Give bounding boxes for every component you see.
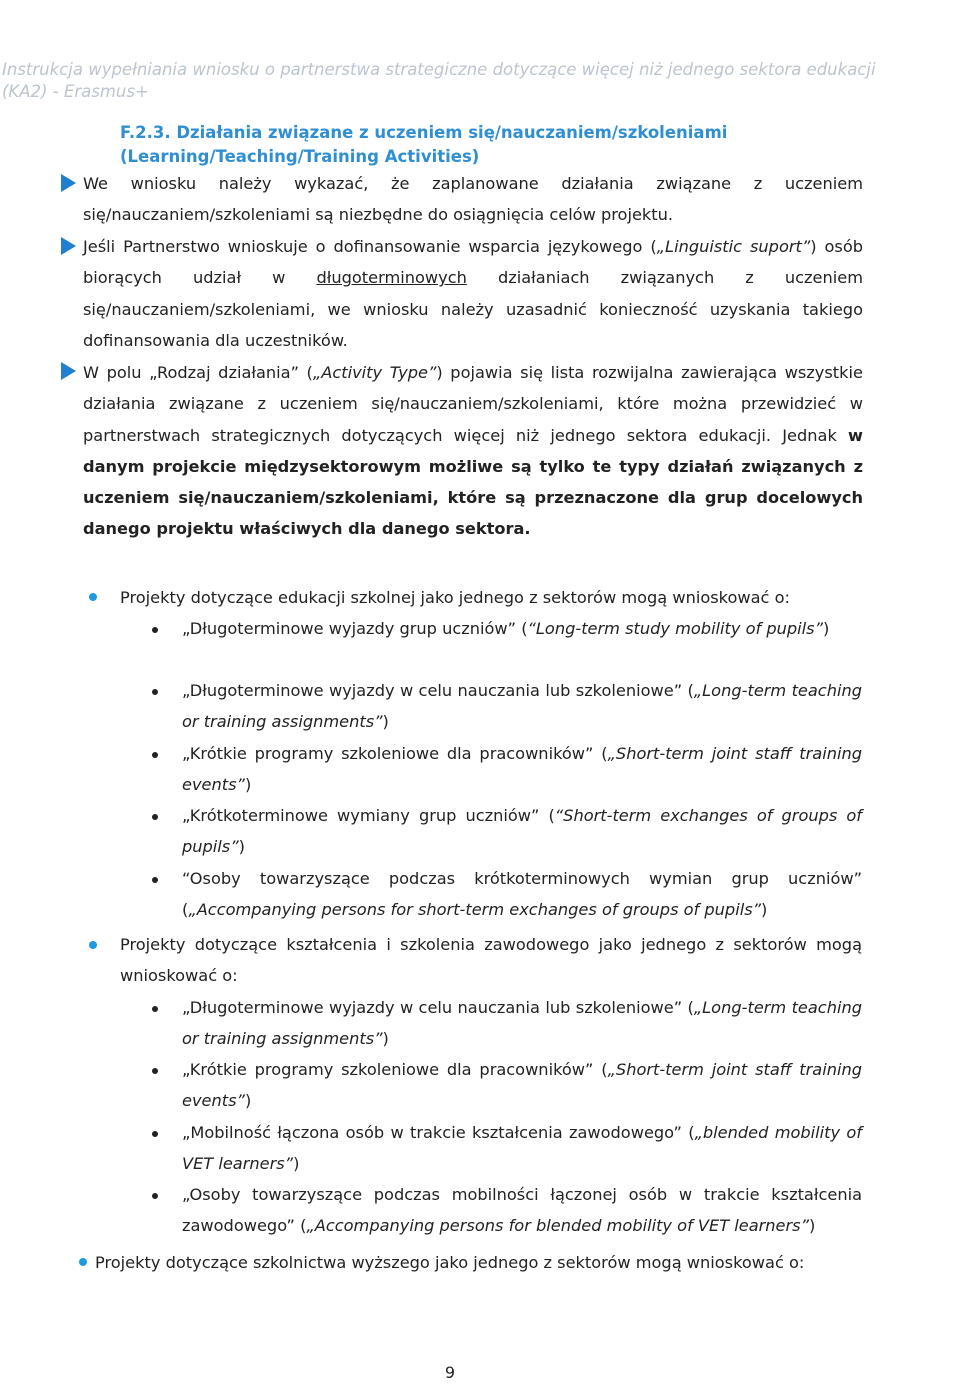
para2-term: „Linguistic suport” — [656, 237, 811, 256]
section-title-line-1: F.2.3. Działania związane z uczeniem się/nauczaniem/szkoleniami — [120, 123, 728, 142]
header-line-2: (KA2) - Erasmus+ — [2, 82, 149, 101]
list1-title: Projekty dotyczące edukacji szkolnej jako jednego z sektorów mogą wnioskować o: — [120, 588, 790, 607]
para3-term: „Activity Type” — [312, 363, 437, 382]
list2-item: „Długoterminowe wyjazdy w celu nauczania lub szkoleniowe” („Long-term teaching or training assignments”) — [182, 998, 862, 1049]
header-line-1: Instrukcja wypełniania wniosku o partnerstwa strategiczne dotyczące więcej niż jednego sektora edukacji — [2, 60, 876, 79]
paragraph-2 — [83, 231, 863, 356]
triangle-bullet-icon — [61, 237, 76, 255]
bullet-icon — [152, 1068, 158, 1074]
triangle-bullet-icon — [61, 174, 76, 192]
bullet-icon — [152, 1006, 158, 1012]
list2-title: Projekty dotyczące kształcenia i szkolenia zawodowego jako jednego z sektorów mogą wnioskować o: — [120, 935, 862, 986]
section-title — [120, 121, 900, 169]
triangle-bullet-icon — [61, 362, 76, 380]
para2-text-2: ) osób biorących udział w — [83, 237, 863, 288]
bullet-icon — [152, 689, 158, 695]
list2-item: „Krótkie programy szkoleniowe dla pracowników” („Short-term joint staff training events”) — [182, 1060, 862, 1111]
para2-text-3: działaniach związanych z uczeniem się/nauczaniem/szkoleniami, we wniosku należy uzasadnić konieczność uzyskania takiego dofinansowania dla uczestników. — [83, 268, 863, 350]
para3-text-2: ) pojawia się lista rozwijalna zawierająca wszystkie działania związane z uczeniem się/nauczaniem/szkoleniami, które można przewidzieć w partnerstwach strategicznych dotyczących więcej niż jednego sektora edukacji. Jednak — [83, 363, 863, 445]
para3-bold: w danym projekcie międzysektorowym możliwe są tylko te typy działań związanych z uczeniem się/nauczaniem/szkoleniami, które są przeznaczone dla grup docelowych danego projektu właściwych dla danego sektora. — [83, 425, 863, 539]
bullet-icon — [152, 877, 158, 883]
bullet-icon — [89, 941, 97, 949]
bullet-icon — [152, 1193, 158, 1199]
paragraph-3 — [83, 357, 863, 545]
list1-item: „Krótkie programy szkoleniowe dla pracowników” („Short-term joint staff training events”) — [182, 744, 862, 795]
bullet-icon — [79, 1258, 87, 1266]
bullet-icon — [152, 814, 158, 820]
para3-text-1: W polu „Rodzaj działania” ( — [83, 363, 313, 382]
list2-item: „Osoby towarzyszące podczas mobilności łączonej osób w trakcie kształcenia zawodowego” („Accompanying persons for blended mobility of VET learners”) — [182, 1185, 862, 1236]
list2-item: „Mobilność łączona osób w trakcie kształcenia zawodowego” („blended mobility of VET learners”) — [182, 1123, 862, 1174]
bullet-icon — [152, 1131, 158, 1137]
list3-title: Projekty dotyczące szkolnictwa wyższego jako jednego z sektorów mogą wnioskować o: — [95, 1253, 805, 1272]
bullet-icon — [152, 627, 158, 633]
list1-item: „Krótkoterminowe wymiany grup uczniów” (“Short-term exchanges of groups of pupils”) — [182, 806, 862, 857]
para2-text-1: Jeśli Partnerstwo wnioskuje o dofinansowanie wsparcia językowego ( — [83, 237, 657, 256]
section-title-line-2: (Learning/Teaching/Training Activities) — [120, 147, 480, 166]
bullet-icon — [89, 593, 97, 601]
document-header — [2, 59, 942, 103]
paragraph-1: We wniosku należy wykazać, że zaplanowane działania związane z uczeniem się/nauczaniem/szkoleniami są niezbędne do osiągnięcia celów projektu. — [83, 174, 863, 225]
list1-item: „Długoterminowe wyjazdy w celu nauczania lub szkoleniowe” („Long-term teaching or training assignments”) — [182, 681, 862, 732]
para2-underlined: długoterminowych — [316, 268, 467, 288]
list1-item: „Długoterminowe wyjazdy grup uczniów” (“Long-term study mobility of pupils”) — [182, 619, 830, 638]
list1-item: “Osoby towarzyszące podczas krótkoterminowych wymian grup uczniów” („Accompanying persons for short-term exchanges of groups of pupils”) — [182, 869, 862, 920]
page-number: 9 — [444, 1363, 456, 1382]
bullet-icon — [152, 752, 158, 758]
